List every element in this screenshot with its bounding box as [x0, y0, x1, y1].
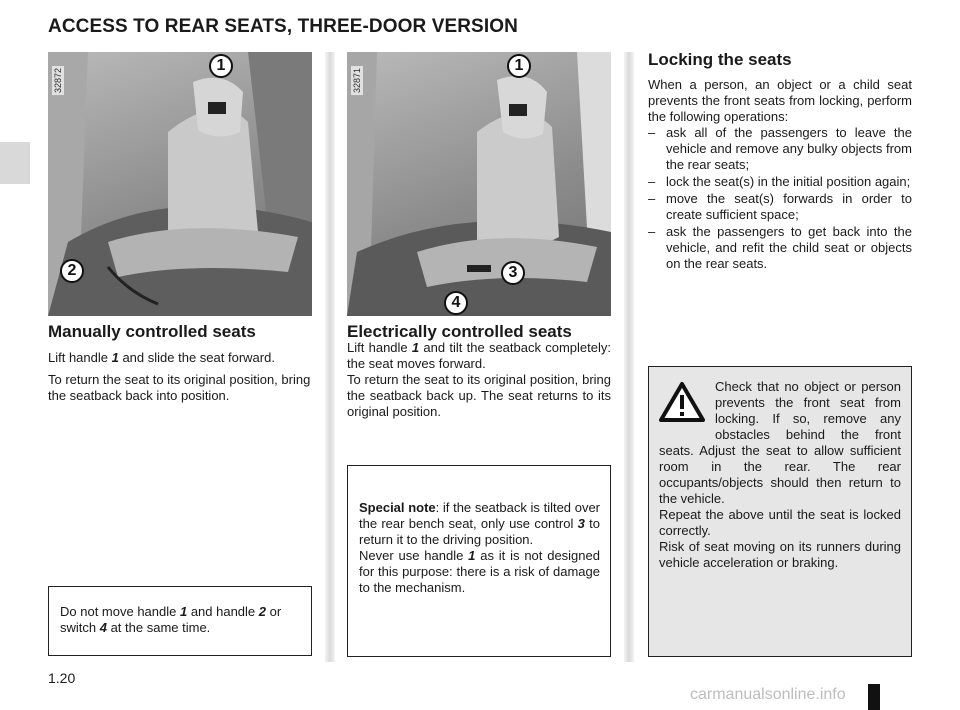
warning-box [648, 366, 912, 657]
callout-1: 1 [507, 54, 531, 78]
chapter-tab [0, 142, 30, 184]
column-divider [624, 52, 634, 662]
manual-seats-text: Lift handle 1 and slide the seat forward. To return the seat to its original position, bring the seatback back into position. [48, 350, 311, 403]
page-title: ACCESS TO REAR SEATS, THREE-DOOR VERSION [48, 16, 518, 37]
electric-seats-heading: Electrically controlled seats [347, 322, 572, 341]
callout-4: 4 [444, 291, 468, 315]
seat-illustration [48, 52, 312, 316]
column-divider [325, 52, 335, 662]
callout-2: 2 [60, 259, 84, 283]
page-edge-mark [868, 684, 880, 710]
special-note-box: Special note: if the seatback is tilted over the rear bench seat, only use control 3 to return it to the driving position. Never use handle 1 as it is not designed for this purpose: there is a risk of damage to the mechanism. [347, 465, 611, 657]
list-item: – ask all of the passengers to leave the vehicle and remove any bulky objects from the rear seats; [648, 125, 912, 172]
callout-1: 1 [209, 54, 233, 78]
list-item: – move the seat(s) forwards in order to create sufficient space; [648, 191, 912, 222]
photo-code: 32872 [53, 68, 63, 94]
watermark: carmanualsonline.info [690, 686, 846, 703]
warning-text: Check that no object or person prevents the front seat from locking. If so, remove any obstacles behind the front seats. Adjust the seat to allow sufficient room in the rear. The rear occupants/objects should then return to the vehicle. Repeat the above until the seat is locked correctly. Risk of seat moving on its runners during vehicle acceleration or braking. [659, 379, 901, 570]
manual-note-box: Do not move handle 1 and handle 2 or switch 4 at the same time. [48, 586, 312, 656]
page-number: 1.20 [48, 670, 76, 686]
locking-heading: Locking the seats [648, 50, 792, 69]
seat-illustration [347, 52, 611, 316]
callout-3: 3 [501, 261, 525, 285]
locking-text [648, 77, 912, 273]
list-item: – lock the seat(s) in the initial position again; [648, 174, 911, 189]
electric-seats-text: Lift handle 1 and tilt the seatback completely: the seat moves forward. To return the seat to its original position, bring the seatback back up. The seat returns to its original position. [347, 340, 611, 419]
locking-steps [648, 125, 912, 272]
manual-seat-photo [48, 52, 312, 316]
electric-seat-photo [347, 52, 611, 316]
list-item: – ask the passengers to get back into the vehicle, and refit the child seat or objects on the rear seats. [648, 224, 912, 271]
manual-seats-heading: Manually controlled seats [48, 322, 256, 341]
photo-code: 32871 [352, 68, 362, 94]
locking-intro: When a person, an object or a child seat prevents the front seats from locking, perform the following operations: [648, 77, 912, 124]
